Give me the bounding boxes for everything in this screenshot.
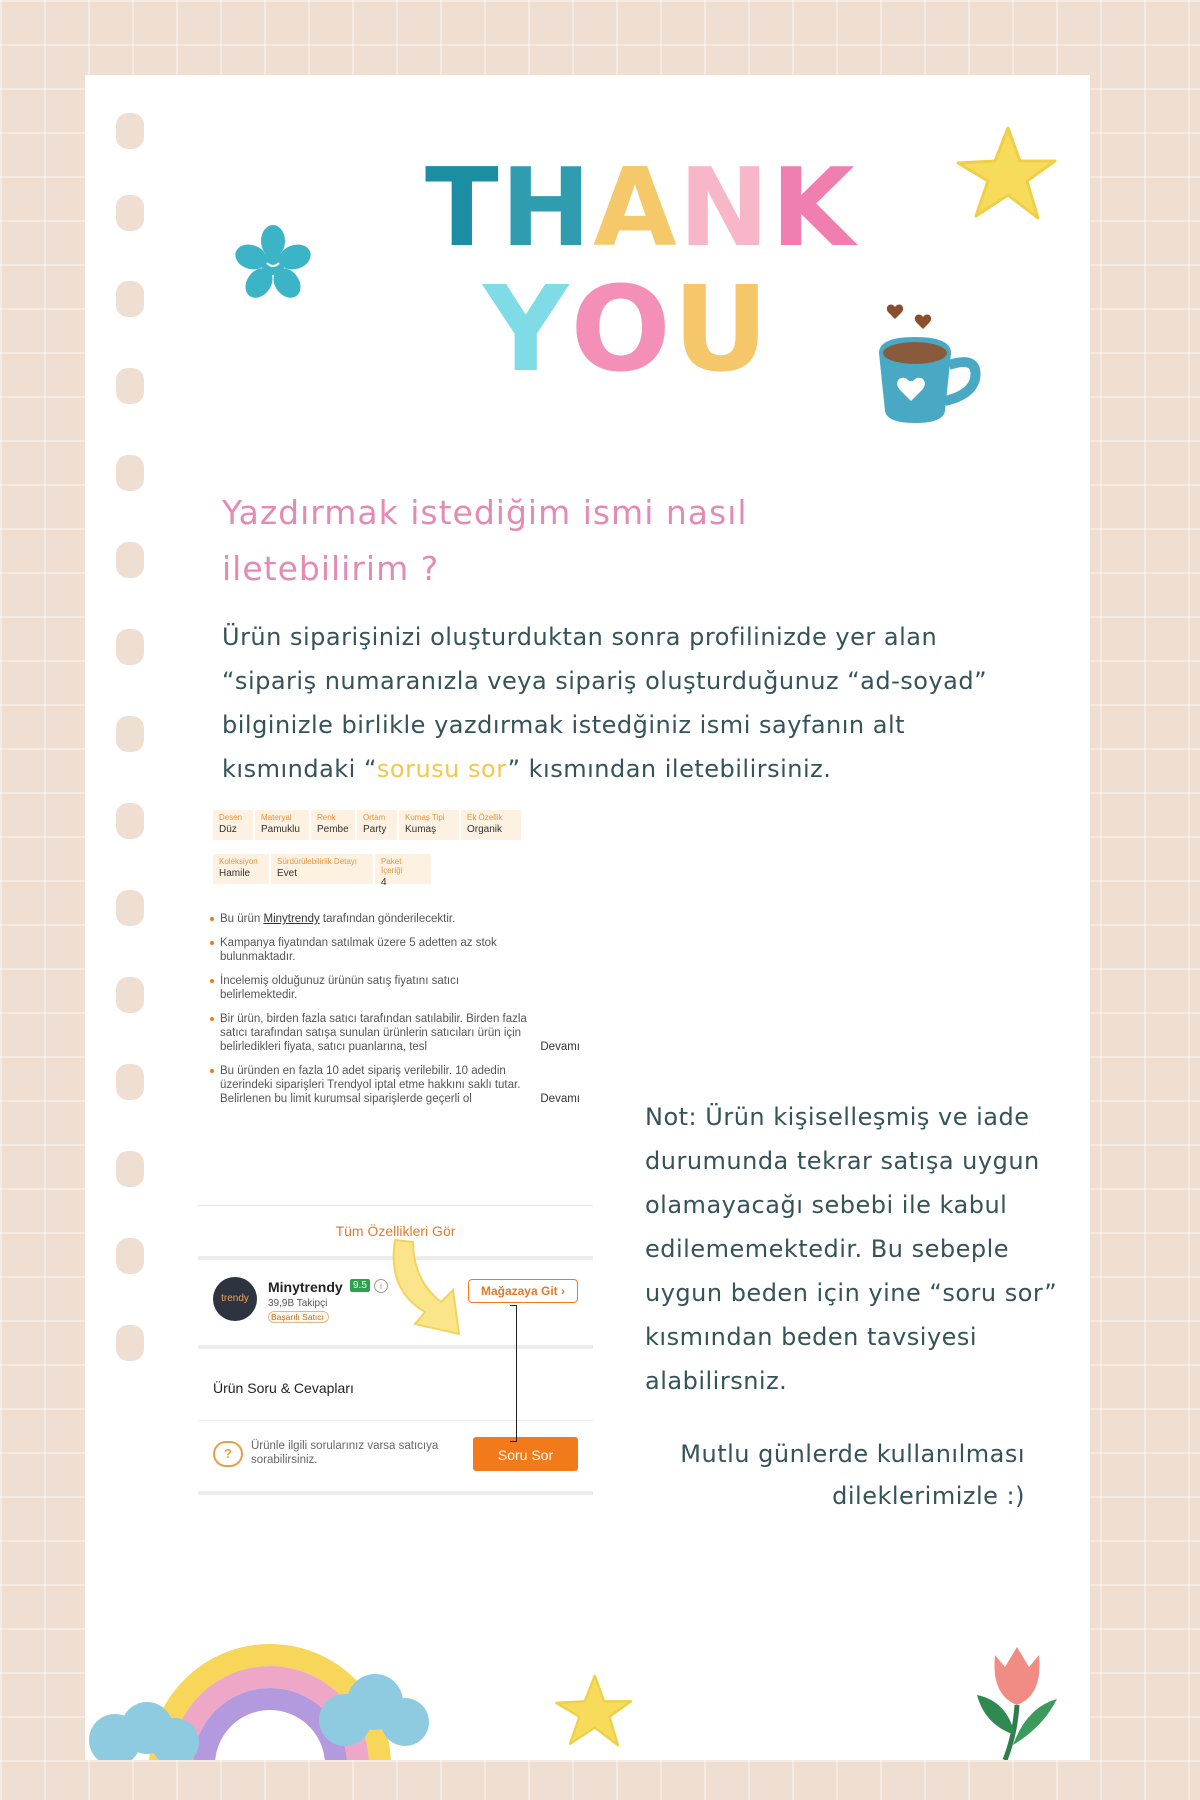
seller-link[interactable]: Minytrendy [263,913,320,925]
info-text-end: ” kısmından iletebilirsiniz. [507,755,832,783]
attribute-key: Renk [317,813,336,822]
note-text: Bu ürün [220,913,264,925]
seller-badge-label: Başarılı Satıcı [271,1312,324,1322]
qa-title: Ürün Soru & Cevapları [213,1380,354,1396]
seller-name[interactable]: Minytrendy [268,1279,343,1295]
note-text: İncelemiş olduğunuz ürünün satış fiyatını satıcı belirlemektedir. [220,975,460,1001]
list-item [210,936,580,964]
bracket-mark [510,1305,517,1442]
binder-hole [116,1151,144,1187]
note-paragraph: Not: Ürün kişiselleşmiş ve iade durumunda tekrar satışa uygun olamayacağı sebebi ile kabul edilememektedir. Bu sebeple uygun beden için yine “soru sor” kısmından beden tavsiyesi alabilirsniz. [645,1103,1058,1395]
closing-wish: Mutlu günlerde kullanılması dileklerimizle :) [680,1440,1025,1510]
binder-hole [116,890,144,926]
thank-heading [425,146,857,271]
flower-icon [233,223,313,303]
arrow-icon [385,1235,465,1345]
attribute-value: Organik [467,824,503,835]
attribute-value: Pamuklu [261,824,300,835]
seller-logo: trendy [213,1277,257,1321]
binder-hole [116,195,144,231]
binder-hole [116,542,144,578]
you-letter-u: U [672,260,771,398]
note-text: Kampanya fiyatından satılmak üzere 5 adetten az stok bulunmaktadır. [220,937,497,963]
note-text: Bir ürün, birden fazla satıcı tarafından satılabilir. Birden fazla satıcı tarafından satışa sunulan ürünlerin satıcıları ürün için belirledikleri fiyata, satıcı puanlarına, tesl [220,1013,527,1053]
binder-hole [116,716,144,752]
info-text: Ürün siparişinizi oluşturduktan sonra profilinizde yer alan “sipariş numaranızla veya sipariş oluşturduğunuz “ad-soyad” bilginizle birlikle yazdırmak istedğiniz ismi sayfanın alt kısmındaki “ [222,623,988,783]
all-properties-link[interactable]: Tüm Özellikleri Gör [198,1205,593,1260]
info-paragraph [222,615,1022,791]
thank-letter-n: N [678,146,772,271]
attribute-value: Hamile [219,868,251,879]
binder-hole [116,629,144,665]
binder-hole [116,113,144,149]
product-notes [210,912,580,1116]
attribute-value: Kumaş [405,824,437,835]
thank-letter-k: K [771,146,857,271]
ask-question-button[interactable]: Soru Sor [473,1437,578,1471]
binder-hole [116,1064,144,1100]
attribute-tag [399,810,459,840]
you-letter-o: O [570,260,673,398]
attribute-tag [461,810,521,840]
attribute-value: Düz [219,824,237,835]
attribute-key: Koleksiyon [219,857,258,866]
seller-score-badge: 9.5 [350,1279,370,1292]
store-button[interactable] [468,1279,578,1303]
binder-hole [116,281,144,317]
thank-letter-h: H [500,146,594,271]
question-icon: ? [213,1441,243,1467]
attribute-tag [213,810,253,840]
attribute-tag [375,854,431,888]
attribute-tag [255,810,309,840]
binder-hole [116,803,144,839]
thank-letter-a: A [593,146,679,271]
binder-hole [116,1238,144,1274]
list-item [210,1064,580,1106]
product-screenshot [198,810,593,1466]
more-link[interactable]: Devamı [520,1040,580,1054]
tulip-icon [965,1635,1075,1760]
note-text: tarafından gönderilecektir. [319,913,456,925]
cloud-icon [315,1670,435,1760]
thank-letter-t: T [425,146,501,271]
attribute-key: Materyal [261,813,292,822]
cloud-icon [85,1700,205,1760]
binder-hole [116,455,144,491]
attribute-key: Sürdürülebilirlik Detayı [277,857,358,866]
chevron-right-icon: › [561,1284,565,1298]
question-heading: Yazdırmak istediğim ismi nasıl iletebilirim ? [222,493,748,588]
note-text: Bu üründen en fazla 10 adet sipariş verilebilir. 10 adedin üzerindeki siparişleri Trendyol iptal etme hakkını saklı tutar. Belirlenen bu limit kurumsal siparişlerde geçerli ol [220,1065,521,1105]
you-letter-y: Y [483,260,571,398]
attribute-value: 4 [381,877,387,888]
attribute-tag [357,810,397,840]
binder-hole [116,1325,144,1361]
attribute-key: Paket İçeriği [381,857,403,875]
you-heading [483,260,771,398]
attribute-key: Ortam [363,813,386,822]
info-icon[interactable]: i [374,1279,388,1293]
qa-prompt: Ürünle ilgili sorularınız varsa satıcıya sorabilirsiniz. [251,1440,439,1466]
binder-hole [116,977,144,1013]
star-icon [950,123,1060,228]
list-item [210,974,580,1002]
attribute-tag [311,810,355,840]
attribute-key: Ek Özellik [467,813,503,822]
qa-row [198,1420,593,1495]
seller-followers: 39,9B Takipçi [268,1298,328,1309]
star-icon [550,1670,635,1755]
attribute-value: Party [363,824,387,835]
coffee-cup-icon [865,295,1005,435]
attribute-key: Desen [219,813,243,822]
info-highlight: sorusu sor [376,755,508,783]
seller-badge [268,1311,329,1323]
store-button-label: Mağazaya Git [480,1284,558,1298]
attribute-value: Pembe [317,824,349,835]
more-link[interactable]: Devamı [520,1092,580,1106]
attribute-tag [213,854,269,884]
paper-card [85,75,1090,1760]
list-item [210,912,580,926]
attribute-tag [271,854,373,884]
attribute-key: Kumaş Tipi [405,813,445,822]
list-item [210,1012,580,1054]
binder-hole [116,368,144,404]
attribute-value: Evet [277,868,298,879]
